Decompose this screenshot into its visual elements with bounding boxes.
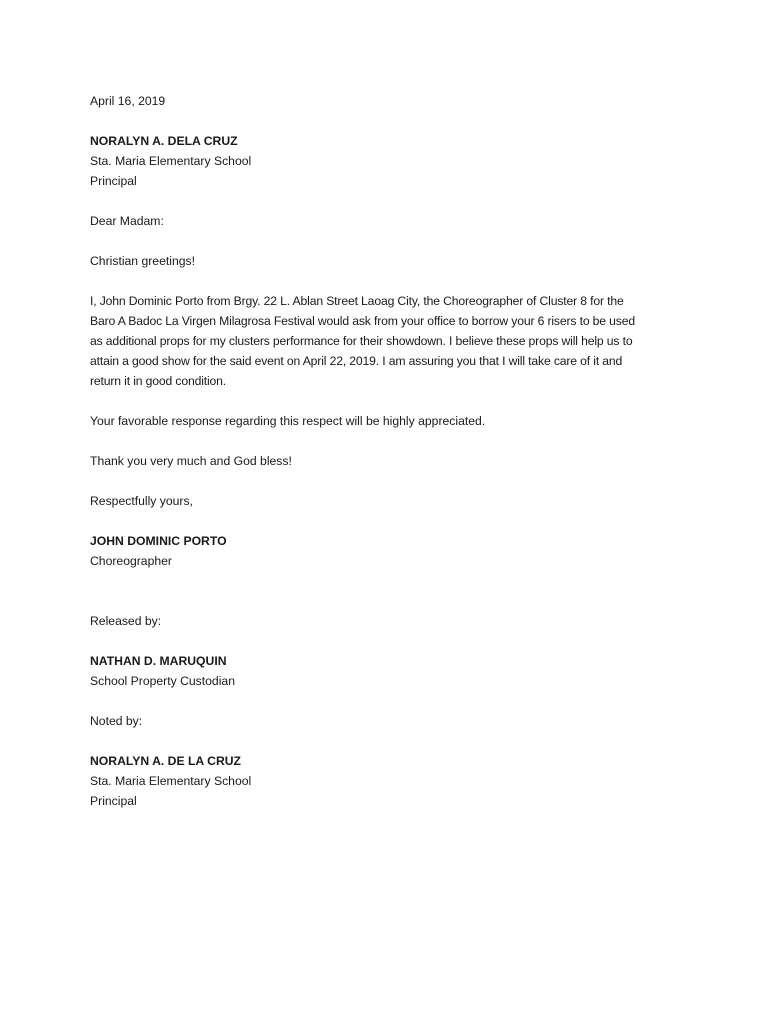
thanks (90, 451, 690, 471)
greeting (90, 251, 690, 271)
body-line: attain a good show for the said event on April 22, 2019. I am assuring you that I will take care of it and (90, 354, 623, 368)
recipient-title: Principal (90, 174, 137, 188)
noted-name: NORALYN A. DE LA CRUZ (90, 754, 241, 768)
noted-title: Principal (90, 794, 137, 808)
body-line: Baro A Badoc La Virgen Milagrosa Festival would ask from your office to borrow your 6 risers to be used (90, 314, 636, 328)
appreciation (90, 411, 690, 431)
thanks-text: Thank you very much and God bless! (90, 454, 292, 468)
released-signature (90, 651, 690, 691)
body-line: I, John Dominic Porto from Brgy. 22 L. Ablan Street Laoag City, the Choreographer of Cluster 8 for the (90, 294, 624, 308)
appreciation-text: Your favorable response regarding this respect will be highly appreciated. (90, 414, 486, 428)
closing (90, 491, 690, 511)
closing-text: Respectfully yours, (90, 494, 193, 508)
salutation (90, 211, 690, 231)
sender-title: Choreographer (90, 554, 172, 568)
body-paragraph (90, 291, 690, 391)
date-text: April 16, 2019 (90, 94, 166, 108)
sender-signature (90, 531, 690, 571)
noted-signature (90, 751, 690, 811)
released-name: NATHAN D. MARUQUIN (90, 654, 227, 668)
recipient-name: NORALYN A. DELA CRUZ (90, 134, 238, 148)
recipient-block (90, 131, 690, 191)
noted-label-text: Noted by: (90, 714, 143, 728)
recipient-school: Sta. Maria Elementary School (90, 154, 252, 168)
body-line: as additional props for my clusters performance for their showdown. I believe these props will help us to (90, 334, 633, 348)
body-line: return it in good condition. (90, 374, 227, 388)
sender-name: JOHN DOMINIC PORTO (90, 534, 227, 548)
salutation-text: Dear Madam: (90, 214, 164, 228)
greeting-text: Christian greetings! (90, 254, 195, 268)
released-title: School Property Custodian (90, 674, 235, 688)
released-label-text: Released by: (90, 614, 162, 628)
letter-date (90, 91, 690, 111)
noted-label (90, 711, 690, 731)
noted-school: Sta. Maria Elementary School (90, 774, 252, 788)
released-label (90, 611, 690, 631)
